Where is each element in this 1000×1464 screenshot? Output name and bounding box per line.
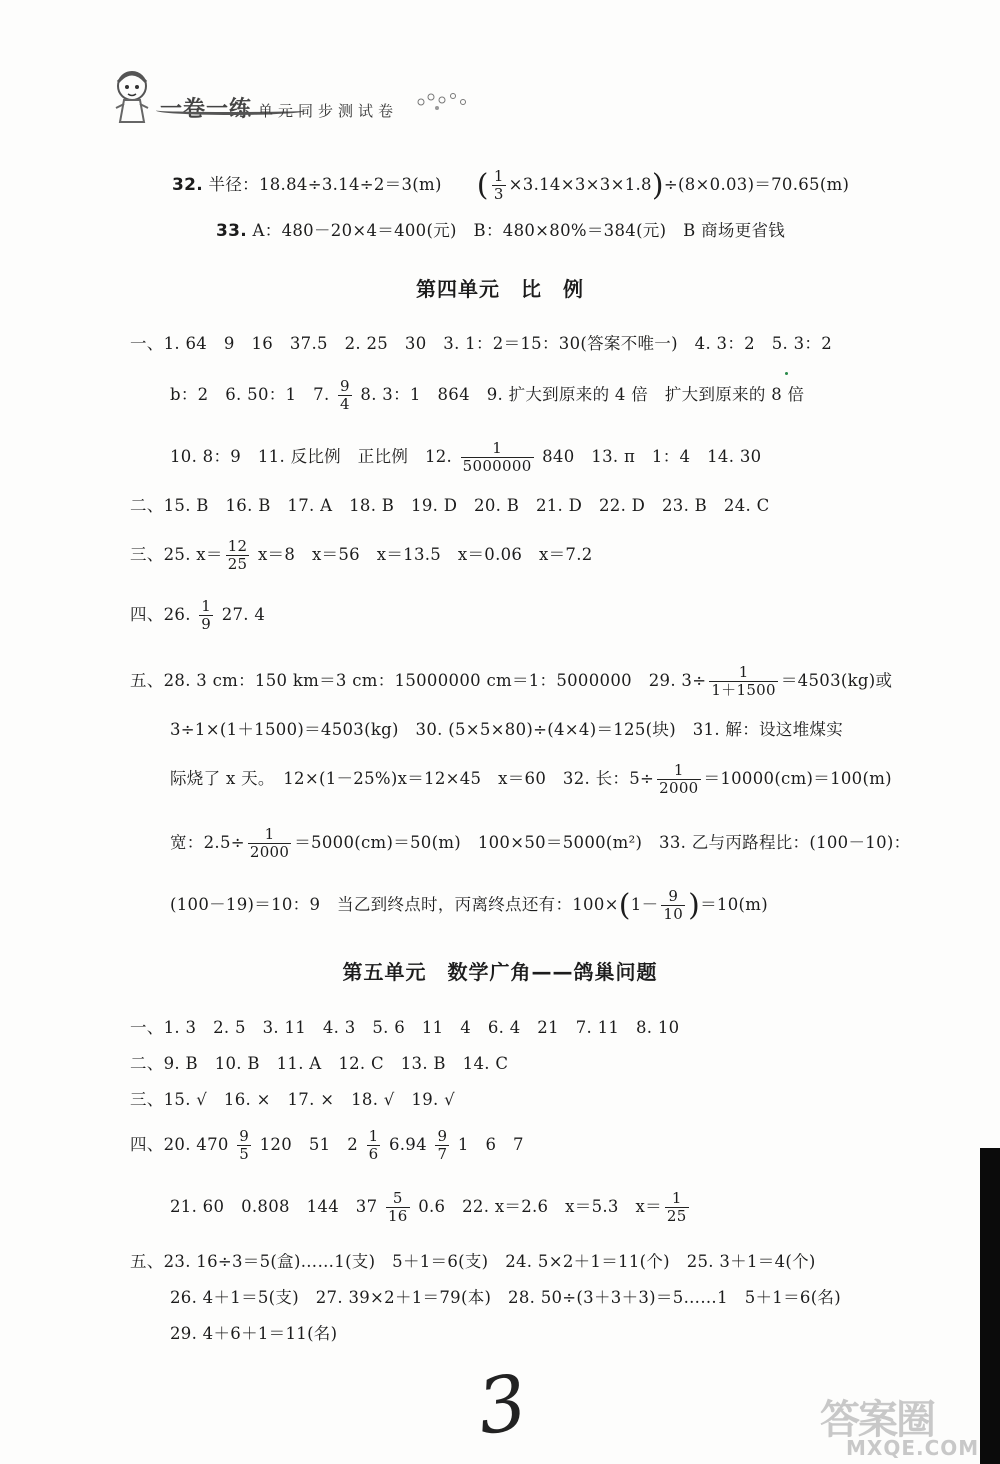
fraction: $\frac{1}{9}$ <box>201 597 212 633</box>
unit-heading: 第五单元 数学广角——鸽巢问题 <box>342 960 658 984</box>
answer-line: 21. 60 0.808 144 37 $\frac{5}{16}$ 0.6 22. x＝2.6 x＝5.3 x＝ $\frac{1}{25}$ <box>170 1189 687 1225</box>
unit-heading: 第四单元 比 例 <box>416 277 584 301</box>
answer-line: 四、26. $\frac{1}{9}$ 27. 4 <box>130 597 266 633</box>
fraction: $\frac{1}{1+1500}$ <box>711 663 776 699</box>
watermark <box>812 1382 980 1464</box>
page-header <box>110 66 470 136</box>
brand-logo-text <box>160 92 252 123</box>
answer-line: 10. 8：9 11. 反比例 正比例 12. $\frac{1}{5000000}$ 840 13. π 1：4 14. 30 <box>170 439 762 475</box>
fraction: $\frac{1}{3}$ <box>493 167 504 203</box>
answer-line: 33. A：480－20×4＝400(元) B：480×80%＝384(元) B 商场更省钱 <box>216 221 786 241</box>
answer-line: 3÷1×(1＋1500)＝4503(kg) 30. (5×5×80)÷(4×4)＝125(块) 31. 解：设这堆煤实 <box>170 720 844 739</box>
fraction: $\frac{9}{5}$ <box>239 1127 250 1163</box>
answer-line: b：2 6. 50：1 7. $\frac{9}{4}$ 8. 3：1 864 9. 扩大到原来的 4 倍 扩大到原来的 8 倍 <box>170 377 805 413</box>
answer-line: 32. 半径：18.84÷3.14÷2＝3(m) ( $\frac{1}{3}$ ×3.14×3×3×1.8)÷(8×0.03)＝70.65(m) <box>172 167 850 203</box>
answer-line: 五、28. 3 cm：150 km＝3 cm：15000000 cm＝1：5000000 29. 3÷ $\frac{1}{1+1500}$ ＝4503(kg)或 <box>130 663 893 699</box>
answer-line: 三、15. √ 16. × 17. × 18. √ 19. √ <box>130 1090 455 1109</box>
brand-name: 一卷一练 <box>160 97 253 122</box>
page-number: 3 <box>472 1357 533 1452</box>
fraction: $\frac{1}{5000000}$ <box>462 439 532 475</box>
fraction: $\frac{1}{6}$ <box>368 1127 379 1163</box>
fraction: $\frac{9}{7}$ <box>437 1127 448 1163</box>
answer-line: 际烧了 x 天。 12×(1－25%)x＝12×45 x＝60 32. 长：5÷ $\frac{1}{2000}$ ＝10000(cm)＝100(m) <box>170 761 892 797</box>
fraction: $\frac{12}{25}$ <box>227 537 248 573</box>
page-edge-shadow <box>980 1148 1000 1464</box>
fraction: $\frac{9}{4}$ <box>340 377 350 413</box>
answer-line: 一、1. 3 2. 5 3. 11 4. 3 5. 6 11 4 6. 4 21 7. 11 8. 10 <box>130 1018 680 1037</box>
answer-line: 宽：2.5÷ $\frac{1}{2000}$ ＝5000(cm)＝50(m) 100×50＝5000(m²) 33. 乙与丙路程比：(100－10)： <box>170 825 911 861</box>
answer-line: 三、25. x＝ $\frac{12}{25}$ x＝8 x＝56 x＝13.5 x＝0.06 x＝7.2 <box>130 537 593 573</box>
fraction: $\frac{1}{25}$ <box>666 1189 687 1225</box>
watermark-url: MXQE.COM <box>846 1436 980 1460</box>
answer-line: 二、15. B 16. B 17. A 18. B 19. D 20. B 21. D 22. D 23. B 24. C <box>130 496 770 515</box>
answer-line: 一、1. 64 9 16 37.5 2. 25 30 3. 1：2＝15：30(答案不唯一) 4. 3：2 5. 3：2 <box>130 334 833 353</box>
header-subtitle: 单元同步测试卷 <box>258 102 399 120</box>
answer-line: 四、20. 470 $\frac{9}{5}$ 120 51 2 $\frac{1}{6}$ 6.94 $\frac{9}{7}$ 1 6 7 <box>130 1127 524 1163</box>
cartoon-girl-icon <box>110 66 158 130</box>
answer-line: 二、9. B 10. B 11. A 12. C 13. B 14. C <box>130 1054 509 1073</box>
answer-line: (100－19)＝10：9 当乙到终点时，丙离终点还有：100×(1－ $\frac{9}{10}$ )＝10(m) <box>170 887 768 923</box>
answer-line: 26. 4＋1＝5(支) 27. 39×2＋1＝79(本) 28. 50÷(3＋3＋3)＝5……1 5＋1＝6(名) <box>170 1288 841 1307</box>
fraction: $\frac{1}{2000}$ <box>659 761 699 797</box>
decorative-dots-icon <box>415 88 475 112</box>
fraction: $\frac{9}{10}$ <box>663 887 684 923</box>
answer-line: 29. 4＋6＋1＝11(名) <box>170 1324 338 1343</box>
fraction: $\frac{1}{2000}$ <box>249 825 290 861</box>
answer-line: 五、23. 16÷3＝5(盒)……1(支) 5＋1＝6(支) 24. 5×2＋1＝11(个) 25. 3＋1＝4(个) <box>130 1252 816 1271</box>
watermark-text: 答案圈 <box>820 1397 934 1443</box>
green-dot-mark <box>785 372 788 375</box>
fraction: $\frac{5}{16}$ <box>387 1189 408 1225</box>
